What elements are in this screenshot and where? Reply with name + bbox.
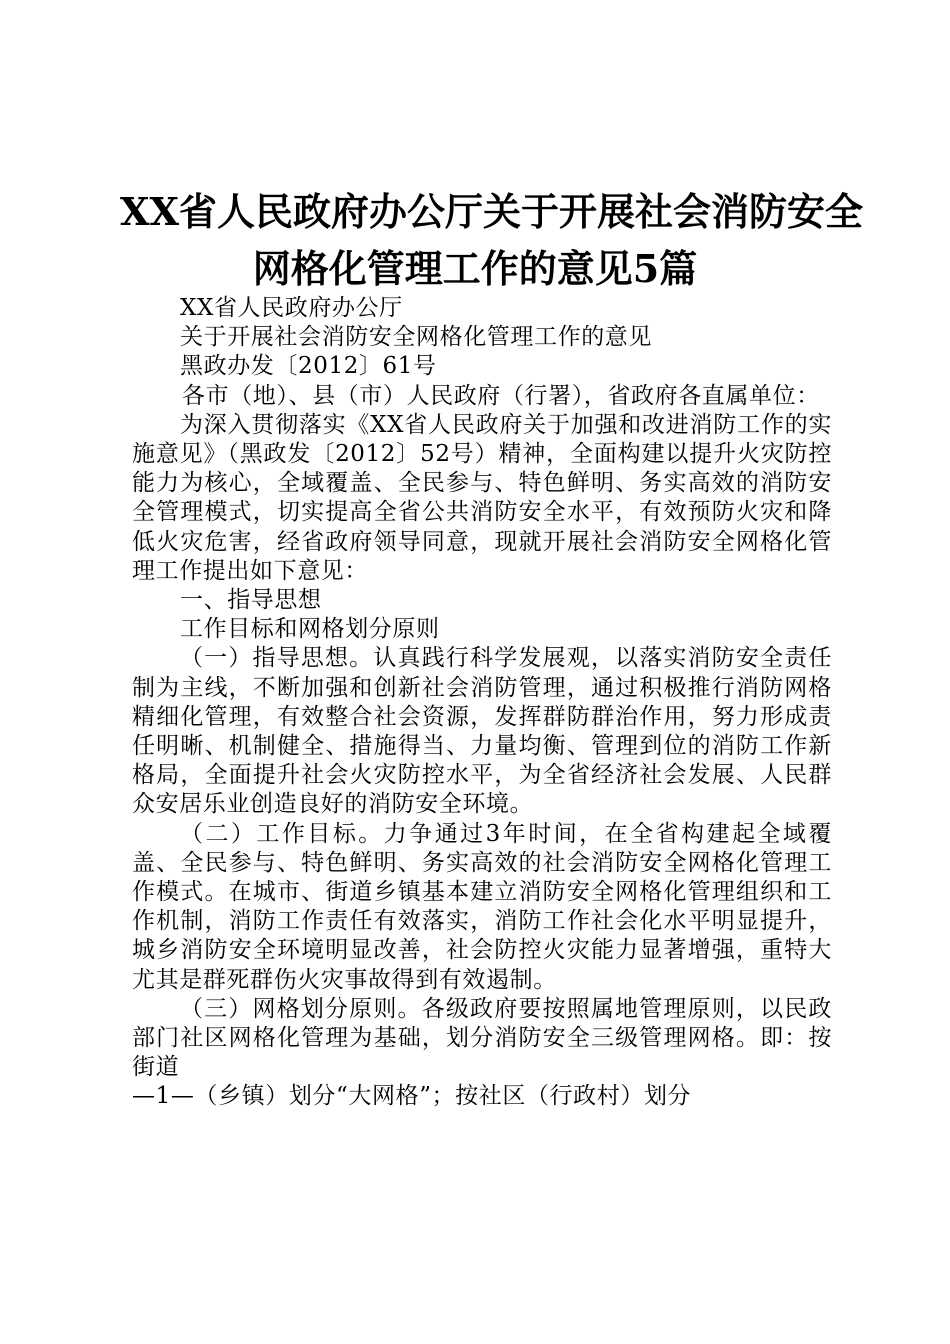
document-body: [132, 294, 832, 1112]
work-goal-paragraph: （二）工作目标。力争通过3年时间，在全省构建起全域覆盖、全民参与、特色鲜明、务实高效的社会消防安全网格化管理工作模式。在城市、街道乡镇基本建立消防安全网格化管理组织和工作机制，消防工作责任有效落实，消防工作社会化水平明显提升，城乡消防安全环境明显改善，社会防控火灾能力显著增强，重特大尤其是群死群伤火灾事故得到有效遏制。: [132, 820, 832, 993]
issuer-line: XX省人民政府办公厅: [180, 295, 403, 321]
doc-number-line: 黑政办发〔2012〕61号: [180, 353, 437, 380]
guiding-thought-paragraph: （一）指导思想。认真践行科学发展观，以落实消防安全责任制为主线，不断加强和创新社会消防管理，通过积极推行消防网格精细化管理，有效整合社会资源，发挥群防群治作用，努力形成责任明晰、机制健全、措施得当、力量均衡、管理到位的消防工作新格局，全面提升社会火灾防控水平，为全省经济社会发展、人民群众安居乐业创造良好的消防安全环境。: [132, 645, 832, 818]
section-heading: 一、指导思想: [180, 587, 322, 614]
section-subheading: 工作目标和网格划分原则: [180, 616, 440, 643]
document-title-line1: XX省人民政府办公厅关于开展社会消防安全: [120, 189, 863, 234]
intro-paragraph: 为深入贯彻落实《XX省人民政府关于加强和改进消防工作的实施意见》（黑政发〔2012〕52号）精神，全面构建以提升火灾防控能力为核心，全域覆盖、全民参与、特色鲜明、务实高效的消防安全管理模式，切实提高全省公共消防安全水平，有效预防火灾和降低火灾危害，经省政府领导同意，现就开展社会消防安全网格化管理工作提出如下意见：: [132, 411, 832, 584]
page-break-line: —1—（乡镇）划分“大网格”；按社区（行政村）划分: [132, 1083, 692, 1110]
document-title-line2: 网格化管理工作的意见5篇: [252, 246, 698, 291]
grid-principle-paragraph: （三）网格划分原则。各级政府要按照属地管理原则，以民政部门社区网格化管理为基础，划分消防安全三级管理网格。即：按街道: [132, 995, 832, 1081]
addressee-paragraph: 各市（地）、县（市）人民政府（行署），省政府各直属单位：: [182, 382, 820, 409]
subject-line: 关于开展社会消防安全网格化管理工作的意见: [180, 324, 652, 351]
